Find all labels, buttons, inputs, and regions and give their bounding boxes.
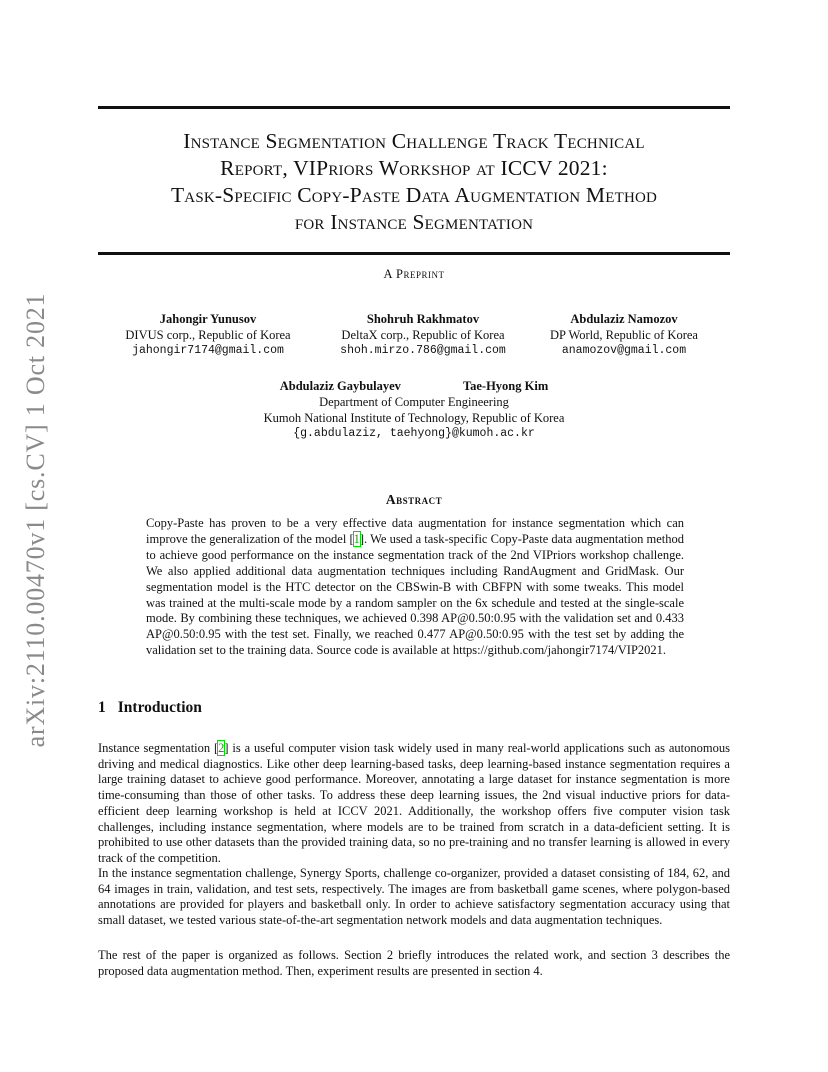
abstract-heading: Abstract (385, 492, 443, 507)
abstract-text (146, 516, 684, 659)
title-line-3: Task-Specific Copy-Paste Data Augmentation Method (170, 183, 658, 207)
author-institute: Kumoh National Institute of Technology, Republic of Korea (263, 411, 565, 425)
author-affiliation: DIVUS corp., Republic of Korea (125, 328, 291, 342)
abstract-text-part: Copy-Paste has proven to be a very effective data augmentation for instance segmentation which can improve the generalization of the model [ (146, 516, 684, 546)
author-block (524, 311, 724, 359)
title-rule-bottom (98, 252, 730, 255)
abstract-text-part: ]. We used a task-specific Copy-Paste data augmentation method to achieve good performance on the instance segmentation track of the 2nd VIPriors workshop challenge. We also applied additional data augmentation techniques including RandAugment and GridMask. Our segmentation model is the HTC detector on the CBSwin-B with CBFPN with some tweaks. This model was trained at the multi-scale mode by a random sampler on the 6x schedule and tested at the single-scale mode. By combining these techniques, we achieved 0.398 AP@0.50:0.95 with the validation set and 0.433 AP@0.50:0.95 with the test set. Finally, we reached 0.477 AP@0.50:0.95 with the test set by adding the validation set to the training data. Source code is available at https://github.com/jahongir7174/VIP2021. (146, 531, 684, 658)
title-line-1: Instance Segmentation Challenge Track Technical (183, 129, 645, 153)
preprint-label: A Preprint (383, 267, 445, 281)
section-title: Introduction (117, 699, 202, 716)
author-name: Tae-Hyong Kim (462, 379, 549, 393)
paragraph-text-part: Instance segmentation [ (98, 741, 219, 755)
body-paragraph: The rest of the paper is organized as follows. Section 2 briefly introduces the related work, and section 3 describes the proposed data augmentation method. Then, experiment results are presented in section 4. (98, 948, 730, 978)
section-heading (98, 699, 202, 717)
section-number: 1 (98, 699, 106, 716)
author-name: Abdulaziz Gaybulayev (279, 379, 401, 393)
body-paragraph: In the instance segmentation challenge, Synergy Sports, challenge co-organizer, provided a dataset consisting of 184, 62, and 64 images in train, validation, and test sets, respectively. The images are from basketball game scenes, where polygon-based annotations are provided for players and basketball only. In order to achieve satisfactory segmentation accuracy using that small dataset, we tested various state-of-the-art segmentation network models and data augmentation techniques. (98, 866, 730, 928)
author-group-block (214, 378, 614, 442)
title-line-4: for Instance Segmentation (294, 210, 534, 234)
author-group-names (214, 378, 614, 394)
arxiv-side-stamp: arXiv:2110.00470v1 [cs.CV] 1 Oct 2021 (21, 292, 50, 748)
author-name: Jahongir Yunusov (159, 312, 257, 326)
author-department: Department of Computer Engineering (319, 395, 509, 409)
body-paragraph (98, 741, 730, 867)
author-email[interactable]: shoh.mirzo.786@gmail.com (340, 344, 506, 357)
author-affiliation: DP World, Republic of Korea (550, 328, 698, 342)
title-line-2: Report, VIPriors Workshop at ICCV 2021: (220, 156, 608, 180)
citation-link[interactable]: 2 (218, 741, 225, 755)
author-block (323, 311, 523, 359)
title-rule-top (98, 106, 730, 109)
author-name: Abdulaziz Namozov (570, 312, 678, 326)
paragraph-text-part: ] is a useful computer vision task widely used in many real-world applications such as autonomous driving and medical diagnostics. Like other deep learning-based tasks, deep learning-based instance segmentation requires a large training dataset to achieve good performance. Moreover, annotating a large dataset for instance segmentation is more time-consuming than those of other tasks. To address these deep learning issues, the 2nd visual inductive priors for data-efficient deep learning workshop is held at ICCV 2021. Additionally, the workshop offers five computer vision task challenges, including instance segmentation, where models are to be trained from scratch in a data-deficient setting. It is prohibited to use other datasets than the provided training data, so no pre-training and no transfer learning is allowed in every track of the competition. (98, 741, 730, 865)
author-email[interactable]: anamozov@gmail.com (561, 344, 687, 357)
paper-title (98, 128, 730, 236)
author-block (108, 311, 308, 359)
author-name: Shohruh Rakhmatov (366, 312, 480, 326)
author-affiliation: DeltaX corp., Republic of Korea (341, 328, 505, 342)
author-email[interactable]: jahongir7174@gmail.com (132, 344, 284, 357)
author-group-email[interactable]: {g.abdulaziz, taehyong}@kumoh.ac.kr (293, 427, 535, 440)
citation-link[interactable]: 1 (353, 531, 360, 546)
